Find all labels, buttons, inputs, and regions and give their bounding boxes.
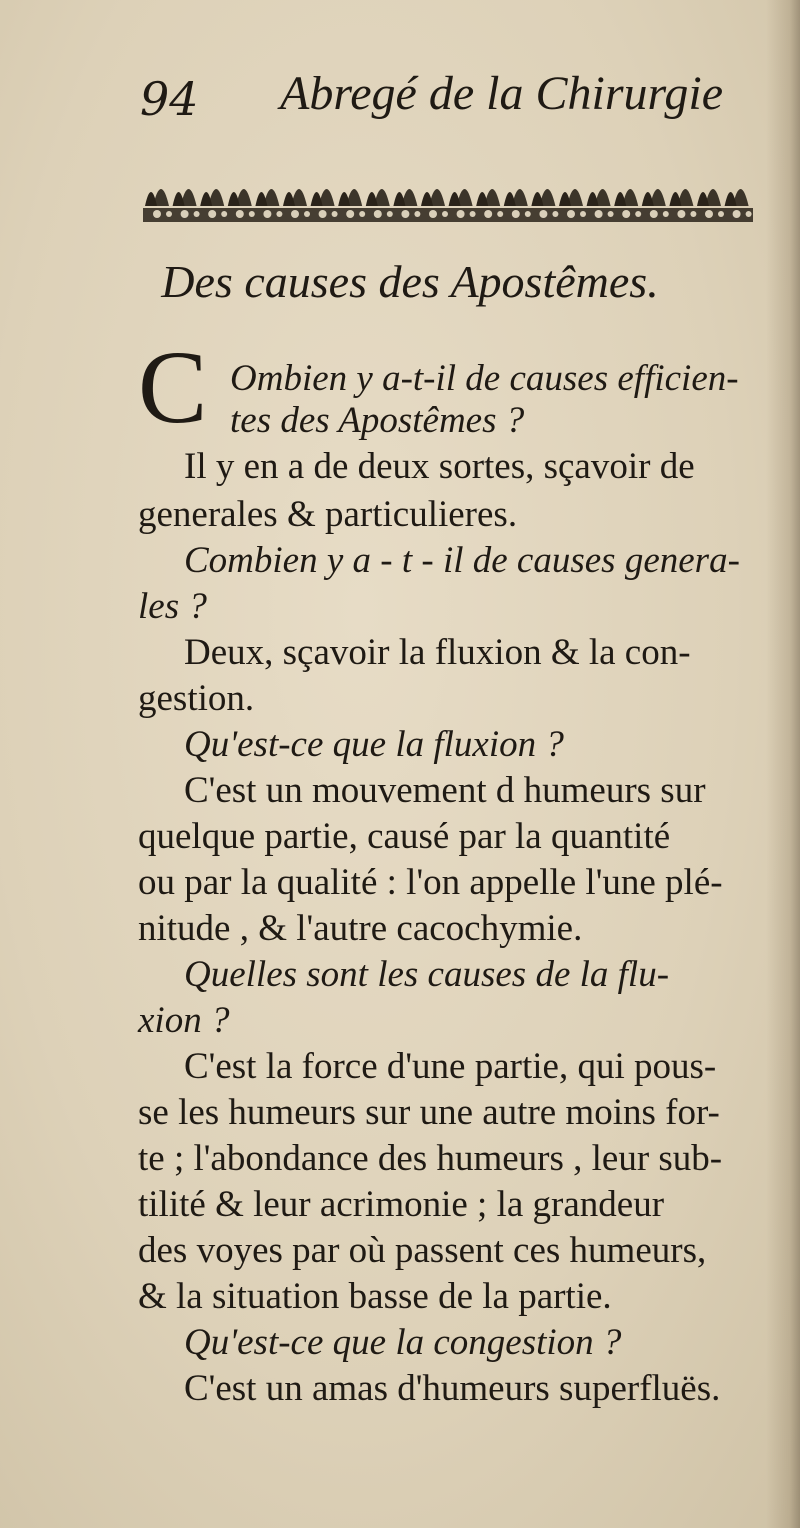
text-line: quelque partie, causé par la quantité — [138, 816, 671, 857]
text-line: se les humeurs sur une autre moins for- — [138, 1092, 720, 1133]
text-line: & la situation basse de la partie. — [138, 1276, 612, 1317]
text-line: Deux, sçavoir la fluxion & la con- — [184, 632, 691, 673]
drop-cap: C — [138, 330, 208, 445]
text-line: te ; l'abondance des humeurs , leur sub- — [138, 1138, 723, 1179]
text-line: Ombien y a-t-il de causes efficien- — [230, 358, 739, 399]
running-title: Abregé de la Chirurgie — [280, 67, 724, 120]
text-line: xion ? — [138, 1000, 230, 1041]
text-line: Qu'est-ce que la fluxion ? — [184, 724, 564, 765]
text-line: nitude , & l'autre cacochymie. — [138, 908, 583, 949]
text-line: les ? — [138, 586, 207, 627]
text-line: C'est un amas d'humeurs superfluës. — [184, 1368, 721, 1409]
text-line: C'est un mouvement d humeurs sur — [184, 770, 706, 811]
page-gutter-shadow — [766, 0, 800, 1528]
page-number: 94 — [140, 72, 199, 126]
text-line: generales & particulieres. — [138, 494, 518, 535]
text-line: ou par la qualité : l'on appelle l'une plé- — [138, 862, 723, 903]
text-line: C'est la force d'une partie, qui pous- — [184, 1046, 717, 1087]
text-line: Il y en a de deux sortes, sçavoir de — [184, 446, 695, 487]
text-line: tes des Apostêmes ? — [230, 400, 525, 441]
text-line: gestion. — [138, 678, 255, 719]
text-line: Quelles sont les causes de la flu- — [184, 954, 670, 995]
text-line: des voyes par où passent ces humeurs, — [138, 1230, 707, 1271]
headpiece-ornament — [143, 168, 753, 224]
section-title: Des causes des Apostêmes. — [161, 256, 659, 307]
running-head — [140, 66, 780, 136]
text-line: Qu'est-ce que la congestion ? — [184, 1322, 622, 1363]
text-line: tilité & leur acrimonie ; la grandeur — [138, 1184, 665, 1225]
text-line: Combien y a - t - il de causes genera- — [184, 540, 740, 581]
